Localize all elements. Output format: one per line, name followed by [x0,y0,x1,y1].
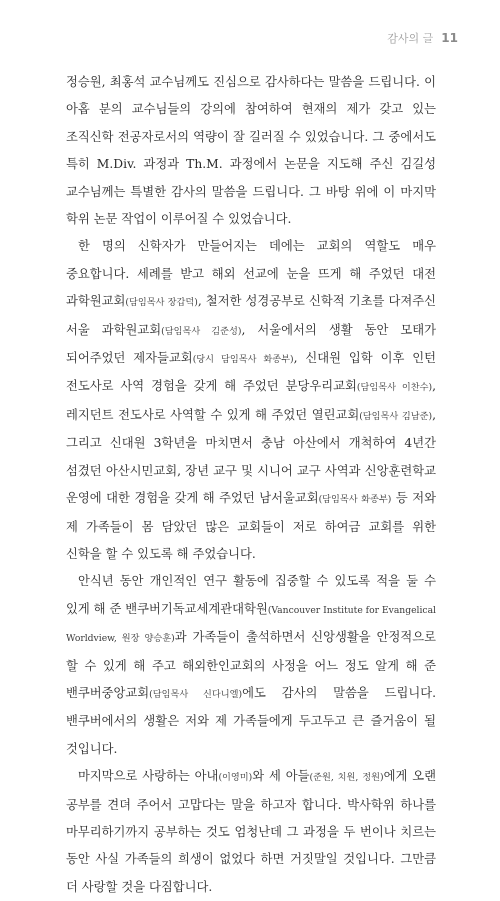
pastor-note: (담임목사 장갑덕) [125,297,198,309]
name-note: (준원, 치원, 정원) [309,772,384,784]
text-run: , 서울에서의 생활 동안 모태가 되어주었던 제자들교회 [66,322,437,366]
text-run: 과 가족들이 출석하면서 신앙생활을 안정적으로 할 수 있게 해 주고 해외한인교회의 사정을 어느 정도 알게 해 준 밴쿠버중앙교회 [66,630,437,700]
pastor-note: (담임목사 김준성) [161,325,242,337]
text-run: , 그리고 신대원 3학년을 마치면서 충남 아산에서 개척하여 4년간 섬겼던 아산시민교회, 장년 교구 및 시니어 교구 사역과 신앙훈련학교 운영에 대한 경험을 갖게 해 주었던 남서울교회 [66,407,436,506]
page-number: 11 [441,31,458,45]
name-note: (이영미) [218,772,253,784]
text-run: 마지막으로 사랑하는 아내 [78,769,219,784]
text-run: 한 명의 신학자가 만들어지는 데에는 교회의 역할도 매우 중요합니다. 세례를 받고 해외 선교에 눈을 뜨게 해 주었던 대전 과학원교회 [66,239,436,309]
running-title: 감사의 글 [387,32,434,45]
pastor-note: (당시 담임목사 화종부) [192,354,294,366]
text-run: 에도 감사의 말씀을 드립니다. 밴쿠버에서의 생활은 저와 제 가족들에게 두고두고 큰 즐거움이 될 것입니다. [66,685,436,756]
text-run: 에게 오랜 공부를 견뎌 주어서 고맙다는 말을 하고자 합니다. 박사학위 하나를 마무리하기까지 공부하는 것도 엄청난데 그 과정을 두 번이나 치르는 동안 사실 가족들의 희생이 없었다 하면 거짓말일 것입니다. 그만큼 더 사랑할 것을 다짐합니다. [66,769,436,894]
text-run: , 신대원 입학 이후 인턴 전도사로 사역 경험을 갖게 해 주었던 분당우리교회 [66,351,436,394]
body-text [66,69,436,901]
institute-note: (Vancouver Institute for Evangelical Worldview, 원장 양승훈) [66,604,436,645]
pastor-note: (담임목사 이찬수) [356,382,433,394]
text-run: 정승원, 최홍석 교수님께도 진심으로 감사하다는 말씀을 드립니다. 이 아홉 분의 교수님들의 강의에 참여하여 현재의 제가 갖고 있는 조직신학 전공자로서의 역량이 잘 길러질 수 있었습니다. 그 중에서도 특히 M.Div. 과정과 Th.M. 과정에서 논문을 지도해 주신 김길성 교수님께는 특별한 감사의 말씀을 드립니다. 그 바탕 위에 이 마지막 학위 논문 작업이 이루어질 수 있었습니다. [66,75,436,227]
pastor-note: (담임목사 화종부) [318,494,392,506]
pastor-note: (담임목사 김남준) [359,410,433,422]
text-run: 등 저와 제 가족들이 몸 담았던 많은 교회들이 저로 하여금 교회를 위한 신학을 할 수 있도록 해 주었습니다. [66,491,436,561]
paragraph [66,69,436,233]
paragraph [66,763,436,901]
text-run: , 철저한 성경공부로 신학적 기초를 다져주신 서울 과학원교회 [66,294,436,337]
text-run: 안식년 동안 개인적인 연구 활동에 집중할 수 있도록 적을 둘 수 있게 해 준 밴쿠버기독교세계관대학원 [66,574,436,616]
text-run: , 레지던트 전도사로 사역할 수 있게 해 주었던 열린교회 [66,379,436,422]
paragraph [66,233,436,568]
text-run: 와 세 아들 [252,769,310,784]
paragraph [66,568,436,763]
running-header [387,30,458,46]
pastor-note: (담임목사 신다니엘) [149,688,243,700]
